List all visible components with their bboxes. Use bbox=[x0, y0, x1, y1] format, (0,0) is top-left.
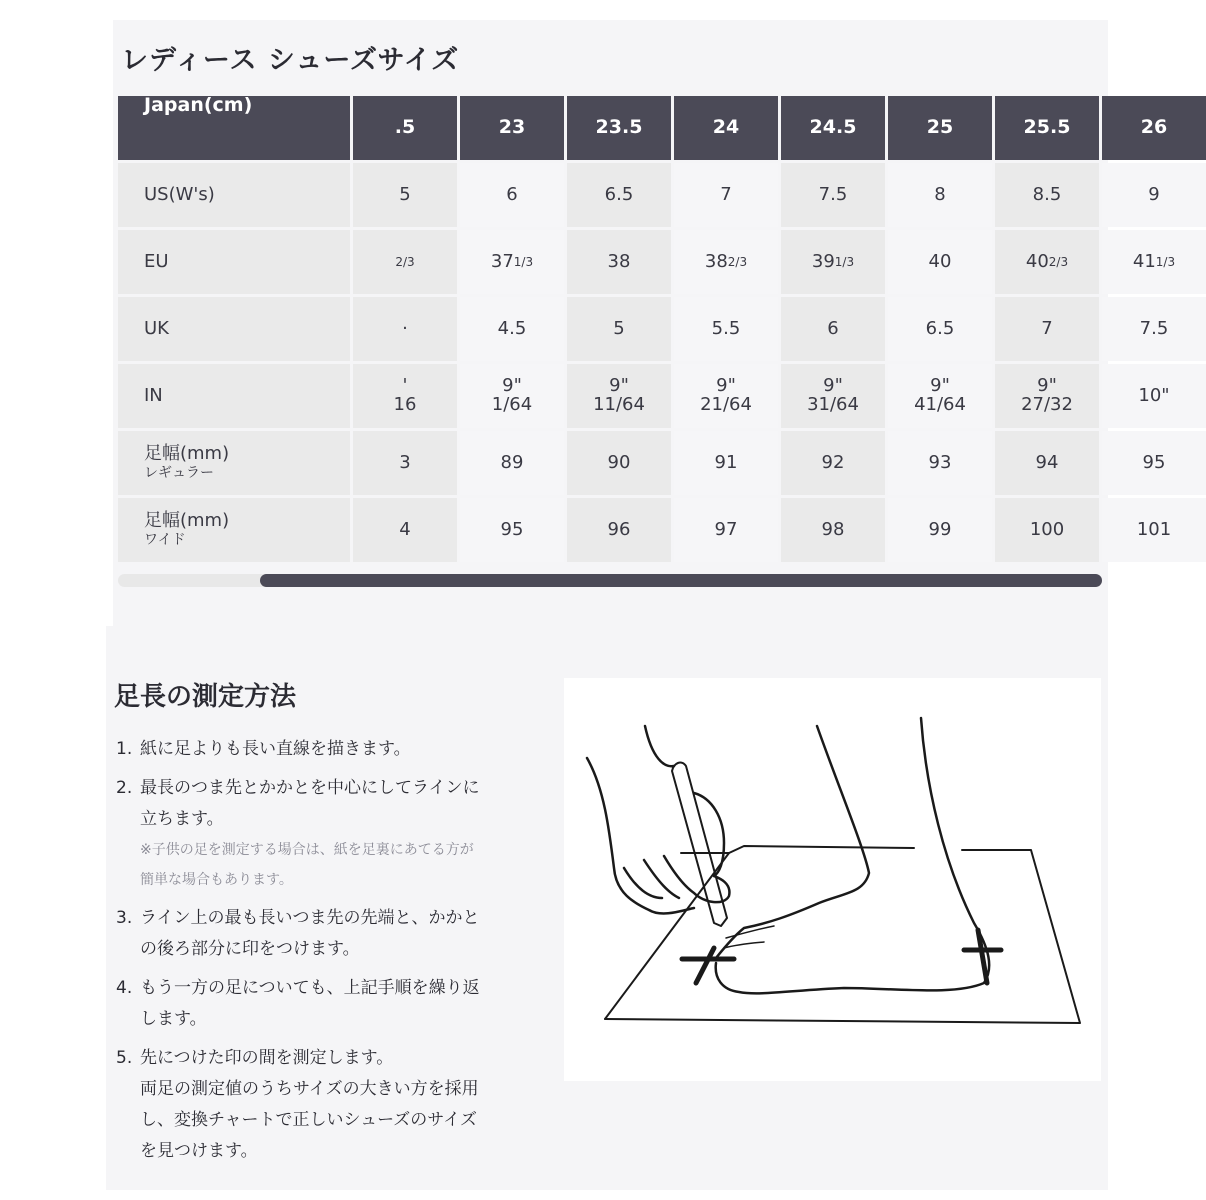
table-cell bbox=[995, 498, 1099, 562]
step-text: 最長のつま先とかかとを中心にしてラインに bbox=[140, 778, 480, 798]
cell-value: ' bbox=[402, 375, 408, 397]
table-cell bbox=[781, 498, 885, 562]
header-label bbox=[118, 96, 350, 160]
foot-drawing-icon bbox=[564, 678, 1101, 1081]
table-cell bbox=[567, 230, 671, 294]
table-cell bbox=[674, 297, 778, 361]
measure-step bbox=[116, 903, 556, 965]
table-cell bbox=[460, 230, 564, 294]
cell-value: 10" bbox=[1138, 384, 1170, 406]
cell-value: 100 bbox=[1029, 518, 1065, 540]
table-cell bbox=[567, 498, 671, 562]
cell-value: 9" bbox=[716, 375, 736, 397]
cell-value: 4.5 bbox=[497, 317, 527, 339]
cell-value: 101 bbox=[1136, 518, 1172, 540]
cell-value: 9" bbox=[502, 375, 522, 397]
table-cell bbox=[674, 364, 778, 428]
cell-fraction: 2/3 bbox=[727, 254, 748, 269]
header-cell: 24 bbox=[674, 96, 778, 160]
cell-value: 99 bbox=[928, 518, 952, 540]
table-cell bbox=[781, 364, 885, 428]
row-label bbox=[118, 163, 350, 227]
row-label-main: UK bbox=[144, 317, 169, 339]
table-cell bbox=[1102, 163, 1206, 227]
table-cell bbox=[460, 297, 564, 361]
row-label-main: 足幅(mm) bbox=[144, 443, 230, 465]
cell-two-line bbox=[593, 377, 645, 415]
table-cell bbox=[781, 297, 885, 361]
row-label-main: 足幅(mm) bbox=[144, 510, 230, 532]
cell-value: 7.5 bbox=[1139, 317, 1169, 339]
row-label-sub: ワイド bbox=[144, 532, 186, 549]
table-cell bbox=[995, 230, 1099, 294]
cell-two-line bbox=[700, 377, 752, 415]
table-cell bbox=[674, 498, 778, 562]
header-cell: 23.5 bbox=[567, 96, 671, 160]
table-cell bbox=[460, 364, 564, 428]
scrollbar-thumb[interactable] bbox=[260, 574, 1102, 587]
table-cell bbox=[674, 230, 778, 294]
measure-step bbox=[116, 1043, 556, 1167]
cell-value: 8.5 bbox=[1032, 183, 1062, 205]
table-cell bbox=[353, 163, 457, 227]
table-cell bbox=[353, 364, 457, 428]
table-cell bbox=[567, 431, 671, 495]
step-text: 両足の測定値のうちサイズの大きい方を採用 bbox=[140, 1079, 479, 1099]
row-label-sub: レギュラー bbox=[144, 465, 214, 482]
table-row bbox=[118, 230, 1176, 294]
cell-value: 6.5 bbox=[925, 317, 955, 339]
table-cell bbox=[995, 431, 1099, 495]
step-text: します。 bbox=[140, 1009, 207, 1029]
measure-title: 足長の測定方法 bbox=[114, 682, 297, 712]
table-cell bbox=[888, 297, 992, 361]
step-number: 2. bbox=[116, 778, 133, 798]
row-label-main: US(W's) bbox=[144, 183, 215, 205]
step-note: ※子供の足を測定する場合は、紙を足裏にあてる方が bbox=[140, 842, 474, 858]
cell-value: 97 bbox=[714, 518, 738, 540]
cell-value: 4 bbox=[399, 518, 411, 540]
table-cell bbox=[781, 230, 885, 294]
table-cell bbox=[1102, 498, 1206, 562]
cell-value: 95 bbox=[1142, 451, 1166, 473]
cell-value: 5 bbox=[613, 317, 625, 339]
cell-value: 38 bbox=[704, 250, 728, 272]
step-text: し、変換チャートで正しいシューズのサイズ bbox=[140, 1110, 477, 1130]
step-text: 先につけた印の間を測定します。 bbox=[140, 1048, 394, 1068]
row-label bbox=[118, 498, 350, 562]
cell-value: 6.5 bbox=[604, 183, 634, 205]
cell-value: 3 bbox=[399, 451, 411, 473]
cell-value: 90 bbox=[607, 451, 631, 473]
table-cell bbox=[995, 163, 1099, 227]
cell-value: 37 bbox=[490, 250, 514, 272]
header-cell: 24.5 bbox=[781, 96, 885, 160]
step-number: 3. bbox=[116, 908, 133, 928]
cell-value: 9" bbox=[1037, 375, 1057, 397]
cell-value: 7.5 bbox=[818, 183, 848, 205]
cell-value: 9" bbox=[930, 375, 950, 397]
horizontal-scrollbar[interactable] bbox=[118, 574, 1102, 587]
table-header-row bbox=[118, 94, 1168, 160]
step-text: の後ろ部分に印をつけます。 bbox=[140, 939, 360, 959]
cell-value: 6 bbox=[506, 183, 518, 205]
cell-value: 38 bbox=[607, 250, 631, 272]
cell-value: 1/64 bbox=[491, 394, 533, 415]
row-label bbox=[118, 297, 350, 361]
table-cell bbox=[353, 297, 457, 361]
table-cell bbox=[674, 163, 778, 227]
cell-two-line bbox=[807, 377, 859, 415]
cell-value: 96 bbox=[607, 518, 631, 540]
table-cell bbox=[888, 230, 992, 294]
step-text: を見つけます。 bbox=[140, 1141, 258, 1161]
cell-value: 11/64 bbox=[593, 394, 645, 415]
row-label-main: EU bbox=[144, 250, 169, 272]
cell-value: 98 bbox=[821, 518, 845, 540]
measure-step bbox=[116, 773, 556, 895]
table-row bbox=[118, 297, 1169, 361]
cell-value: 27/32 bbox=[1021, 394, 1073, 415]
cell-value: 31/64 bbox=[807, 394, 859, 415]
cell-value: 16 bbox=[393, 394, 417, 415]
header-cell: .5 bbox=[353, 96, 457, 160]
cell-value: 5.5 bbox=[711, 317, 741, 339]
table-cell bbox=[1102, 297, 1206, 361]
cell-value: 89 bbox=[500, 451, 524, 473]
cell-value: 40 bbox=[1025, 250, 1049, 272]
cell-fraction: 1/3 bbox=[834, 254, 855, 269]
measure-steps bbox=[116, 734, 556, 1175]
table-row bbox=[118, 364, 1170, 428]
cell-fraction: 1/3 bbox=[1155, 254, 1176, 269]
cell-value: · bbox=[402, 317, 408, 339]
cell-value: 5 bbox=[399, 183, 411, 205]
header-cell: 26 bbox=[1102, 96, 1206, 160]
table-cell bbox=[353, 431, 457, 495]
cell-value: 91 bbox=[714, 451, 738, 473]
table-cell bbox=[995, 364, 1099, 428]
size-chart-title: レディース シューズサイズ bbox=[121, 45, 460, 76]
step-number: 1. bbox=[116, 739, 133, 759]
table-cell bbox=[1102, 230, 1206, 294]
cell-two-line bbox=[394, 377, 417, 415]
cell-two-line bbox=[1021, 377, 1073, 415]
cell-value: 9 bbox=[1148, 183, 1160, 205]
cell-two-line bbox=[914, 377, 966, 415]
cell-value: 7 bbox=[1041, 317, 1053, 339]
row-label bbox=[118, 431, 350, 495]
header-cell: 25.5 bbox=[995, 96, 1099, 160]
table-cell bbox=[567, 297, 671, 361]
table-cell bbox=[888, 364, 992, 428]
table-cell bbox=[1102, 431, 1206, 495]
table-cell bbox=[460, 163, 564, 227]
cell-value: 41 bbox=[1132, 250, 1156, 272]
step-text: ライン上の最も長いつま先の先端と、かかと bbox=[140, 908, 480, 928]
table-cell bbox=[888, 431, 992, 495]
cell-value: 93 bbox=[928, 451, 952, 473]
cell-two-line bbox=[492, 377, 532, 415]
step-text: もう一方の足についても、上記手順を繰り返 bbox=[140, 978, 480, 998]
table-cell bbox=[460, 431, 564, 495]
header-cell: 25 bbox=[888, 96, 992, 160]
table-cell bbox=[353, 230, 457, 294]
row-label-main: IN bbox=[144, 384, 163, 406]
table-cell bbox=[674, 431, 778, 495]
header-label-text: Japan(cm) bbox=[144, 94, 253, 116]
table-row bbox=[118, 431, 1166, 495]
table-cell bbox=[460, 498, 564, 562]
table-cell bbox=[1102, 364, 1206, 428]
table-cell bbox=[781, 431, 885, 495]
size-chart-panel bbox=[113, 20, 1176, 626]
step-text: 紙に足よりも長い直線を描きます。 bbox=[140, 739, 411, 759]
table-cell bbox=[353, 498, 457, 562]
cell-value: 7 bbox=[720, 183, 732, 205]
cell-value: 41/64 bbox=[914, 394, 966, 415]
size-table bbox=[118, 94, 1176, 564]
table-cell bbox=[995, 297, 1099, 361]
table-cell bbox=[888, 498, 992, 562]
step-number: 4. bbox=[116, 978, 133, 998]
table-cell bbox=[781, 163, 885, 227]
cell-value: 94 bbox=[1035, 451, 1059, 473]
step-note: 簡単な場合もあります。 bbox=[140, 872, 293, 888]
table-cell bbox=[888, 163, 992, 227]
table-row bbox=[118, 163, 1160, 227]
cell-value: 9" bbox=[609, 375, 629, 397]
cell-value: 92 bbox=[821, 451, 845, 473]
cell-value: 6 bbox=[827, 317, 839, 339]
cell-value: 8 bbox=[934, 183, 946, 205]
step-text: 立ちます。 bbox=[140, 809, 224, 829]
step-number: 5. bbox=[116, 1048, 133, 1068]
cell-fraction: 2/3 bbox=[1048, 254, 1069, 269]
cell-value: 21/64 bbox=[700, 394, 752, 415]
foot-measurement-illustration bbox=[564, 678, 1101, 1081]
cell-value: 40 bbox=[928, 250, 952, 272]
table-cell bbox=[567, 163, 671, 227]
cell-value: 39 bbox=[811, 250, 835, 272]
row-label bbox=[118, 230, 350, 294]
measure-panel bbox=[106, 626, 1108, 1190]
cell-fraction: 1/3 bbox=[513, 254, 534, 269]
table-row bbox=[118, 498, 1172, 562]
measure-step bbox=[116, 973, 556, 1035]
row-label bbox=[118, 364, 350, 428]
cell-fraction: 2/3 bbox=[395, 254, 415, 269]
measure-step bbox=[116, 734, 556, 765]
cell-value: 9" bbox=[823, 375, 843, 397]
header-cell: 23 bbox=[460, 96, 564, 160]
table-cell bbox=[567, 364, 671, 428]
cell-value: 95 bbox=[500, 518, 524, 540]
